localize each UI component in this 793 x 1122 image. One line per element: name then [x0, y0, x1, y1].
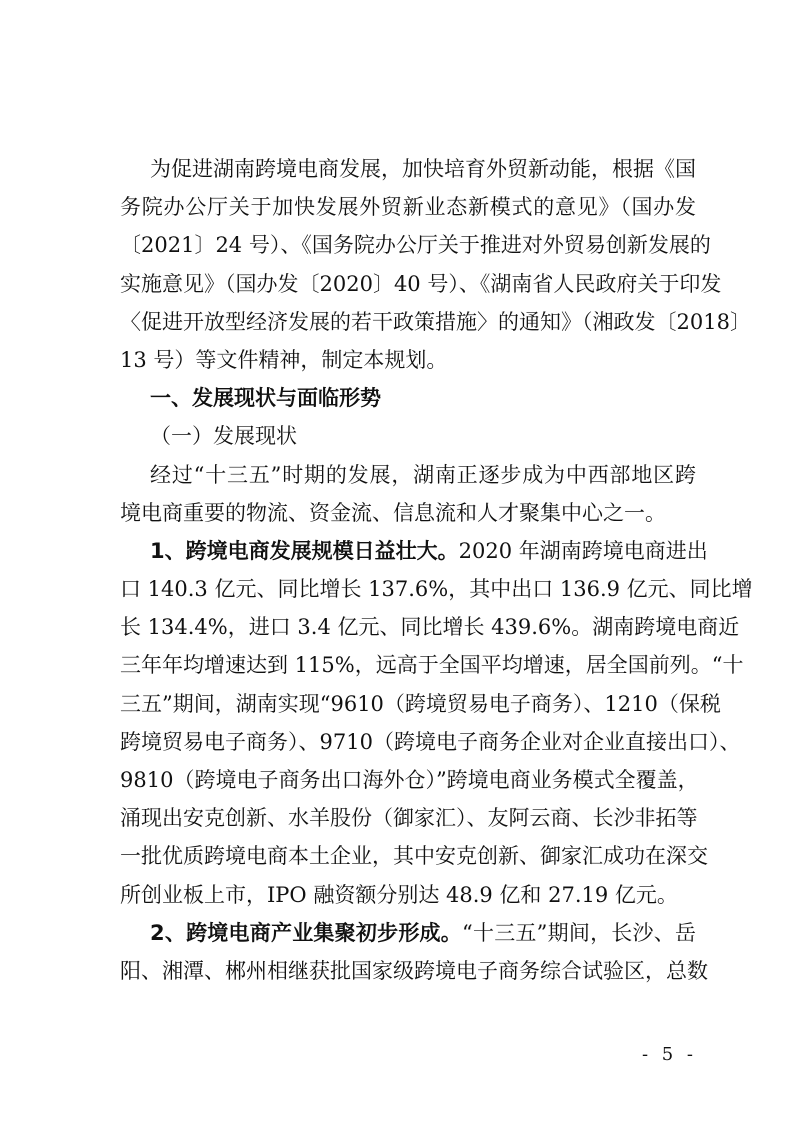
paragraph-line: 涌现出安克创新、水羊股份（御家汇）、友阿云商、长沙非拓等	[120, 806, 698, 831]
paragraph-line	[120, 532, 708, 570]
paragraph-line: 〈促进开放型经济发展的若干政策措施〉的通知》（湘政发〔2018〕	[120, 309, 751, 334]
paragraph-line: 所创业板上市，IPO 融资额分别达 48.9 亿和 27.19 亿元。	[120, 882, 678, 907]
paragraph-line: 为促进湖南跨境电商发展，加快培育外贸新动能，根据《国	[150, 157, 696, 181]
paragraph-line: 三五”期间，湖南实现“9610（跨境贸易电子商务）、1210（保税	[120, 691, 721, 716]
section-heading: 一、发展现状与面临形势	[150, 386, 381, 411]
paragraph-text: “十三五”期间，长沙、岳	[462, 920, 696, 945]
paragraph-line: 跨境贸易电子商务）、9710（跨境电子商务企业对企业直接出口）、	[120, 729, 741, 754]
paragraph-line: 13 号）等文件精神，制定本规划。	[120, 347, 448, 372]
paragraph-line: 长 134.4%，进口 3.4 亿元、同比增长 439.6%。湖南跨境电商近	[120, 615, 740, 640]
paragraph-line: 9810（跨境电子商务出口海外仓）”跨境电商业务模式全覆盖，	[120, 768, 699, 792]
subsection-heading: （一）发展现状	[150, 424, 297, 449]
paragraph-line: 〔2021〕24 号）、《国务院办公厅关于推进对外贸易创新发展的	[120, 233, 711, 258]
paragraph-lead: 1、跨境电商发展规模日益壮大。	[150, 538, 459, 563]
paragraph-line: 务院办公厅关于加快发展外贸新业态新模式的意见》（国办发	[120, 195, 696, 220]
paragraph-lead: 2、跨境电商产业集聚初步形成。	[150, 920, 463, 945]
document-body	[120, 150, 753, 990]
paragraph-line: 阳、湘潭、郴州相继获批国家级跨境电子商务综合试验区，总数	[120, 958, 708, 983]
paragraph-line: 经过“十三五”时期的发展，湖南正逐步成为中西部地区跨	[150, 462, 696, 487]
paragraph-line: 实施意见》（国办发〔2020〕40 号）、《湖南省人民政府关于印发	[120, 271, 722, 296]
paragraph-text: 2020 年湖南跨境电商进出	[458, 538, 708, 563]
paragraph-line: 口 140.3 亿元、同比增长 137.6%，其中出口 136.9 亿元、同比增	[120, 577, 753, 602]
paragraph-line: 三年年均增速达到 115%，远高于全国平均增速，居全国前列。“十	[120, 653, 744, 678]
paragraph-line: 境电商重要的物流、资金流、信息流和人才聚集中心之一。	[120, 500, 666, 525]
page-number: - 5 -	[641, 1044, 697, 1065]
paragraph-line	[120, 914, 696, 952]
paragraph-line: 一批优质跨境电商本土企业，其中安克创新、御家汇成功在深交	[120, 844, 708, 869]
